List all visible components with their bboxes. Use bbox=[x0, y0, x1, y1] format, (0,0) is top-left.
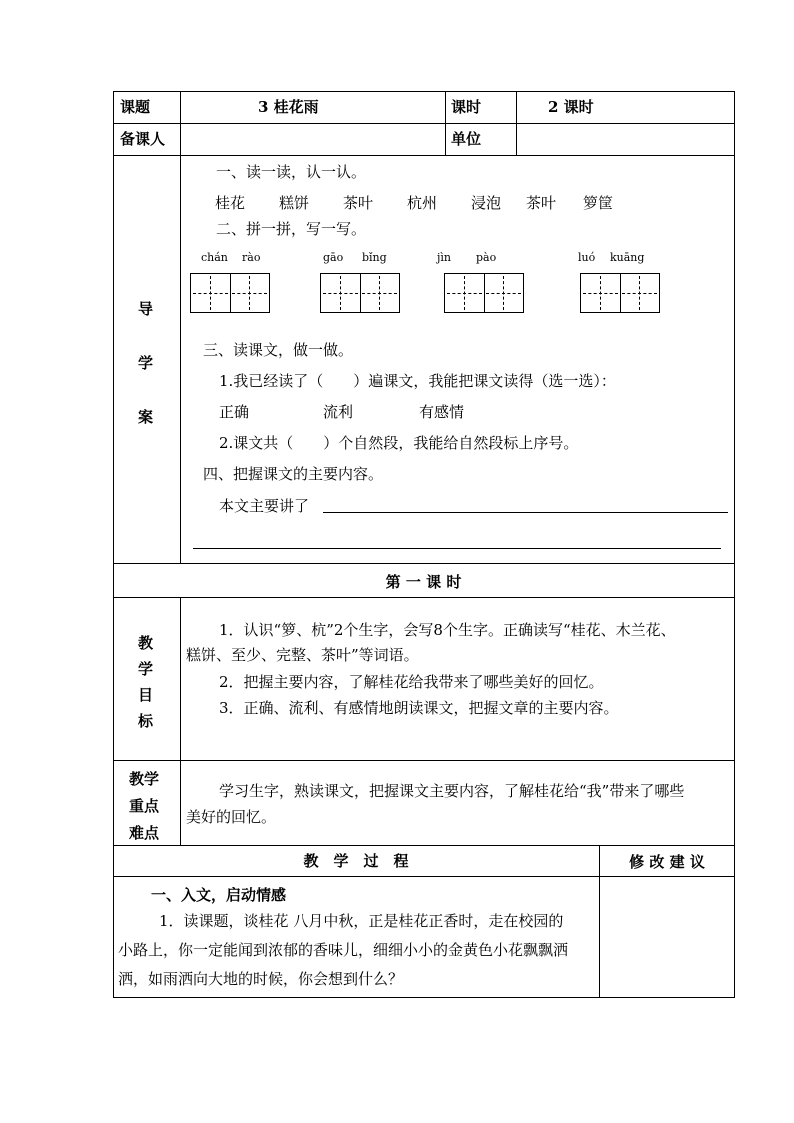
col-divider bbox=[516, 91, 517, 156]
part1-title: 一、入文，启动情感 bbox=[151, 886, 287, 904]
row-divider bbox=[113, 563, 735, 564]
table-border-top bbox=[113, 91, 735, 92]
keypoints-label: 难点 bbox=[129, 824, 160, 842]
process-header: 教 学 过 程 bbox=[303, 852, 409, 870]
topic-label: 课题 bbox=[120, 98, 151, 116]
topic-value: 3 桂花雨 bbox=[258, 98, 319, 116]
pinyin-syllable: chán bbox=[201, 251, 228, 264]
row-divider bbox=[113, 123, 735, 124]
writing-grid[interactable] bbox=[190, 273, 270, 313]
unit-label: 单位 bbox=[451, 130, 482, 148]
answer-line[interactable] bbox=[323, 512, 728, 513]
part1-line3: 洒，如雨洒向大地的时候，你会想到什么？ bbox=[118, 970, 404, 988]
part1-line1: 1．读课题，谈桂花 八月中秋，正是桂花正香时，走在校园的 bbox=[159, 912, 564, 930]
pinyin-syllable: kuāng bbox=[610, 251, 645, 264]
lesson-title: 第 一 课 时 bbox=[385, 573, 462, 591]
pinyin-syllable: pào bbox=[476, 251, 497, 264]
row-divider bbox=[113, 845, 735, 846]
keypoints-line2: 美好的回忆。 bbox=[186, 808, 277, 826]
section1-title: 一、读一读，认一认。 bbox=[216, 163, 367, 181]
word-item: 糕饼 bbox=[279, 194, 310, 212]
word-item: 浸泡 bbox=[471, 194, 502, 212]
preparer-label: 备课人 bbox=[120, 130, 166, 148]
period-value: 2 课时 bbox=[548, 98, 594, 116]
question-1: 1.我已经读了（ ）遍课文，我能把课文读得（选一选）： bbox=[219, 372, 616, 390]
writing-grid[interactable] bbox=[580, 273, 660, 313]
section3-title: 三、读课文，做一做。 bbox=[203, 341, 354, 359]
table-border-bottom bbox=[113, 997, 735, 998]
goal-item-1-line1: 1．认识“箩、杭”2个生字，会写8个生字。正确读写“桂花、木兰花、 bbox=[219, 621, 676, 639]
row-divider bbox=[113, 155, 735, 156]
col-divider bbox=[445, 91, 446, 156]
goals-label-char: 目 bbox=[138, 686, 154, 704]
pinyin-syllable: bǐng bbox=[362, 251, 387, 264]
goals-label-char: 标 bbox=[138, 712, 154, 730]
word-item: 箩筐 bbox=[583, 194, 614, 212]
pinyin-syllable: luó bbox=[578, 251, 596, 264]
period-label: 课时 bbox=[451, 98, 482, 116]
row-divider bbox=[113, 760, 735, 761]
goals-label-char: 学 bbox=[138, 660, 154, 678]
option-item: 流利 bbox=[323, 403, 354, 421]
keypoints-label: 重点 bbox=[129, 797, 160, 815]
row-divider bbox=[113, 876, 735, 877]
pinyin-syllable: rào bbox=[242, 251, 261, 264]
summary-prompt: 本文主要讲了 bbox=[219, 497, 310, 515]
goals-label-char: 教 bbox=[138, 634, 154, 652]
answer-line[interactable] bbox=[193, 548, 721, 549]
part1-line2: 小路上，你一定能闻到浓郁的香味儿，细细小小的金黄色小花飘飘洒 bbox=[118, 941, 569, 959]
goal-item-2: 2．把握主要内容，了解桂花给我带来了哪些美好的回忆。 bbox=[219, 673, 604, 691]
option-item: 正确 bbox=[219, 403, 250, 421]
guide-label-char: 学 bbox=[138, 354, 154, 372]
guide-label-char: 导 bbox=[138, 300, 154, 318]
col-divider bbox=[180, 597, 181, 846]
word-item: 茶叶 bbox=[526, 194, 557, 212]
keypoints-line1: 学习生字，熟读课文，把握课文主要内容，了解桂花给“我”带来了哪些 bbox=[219, 782, 685, 800]
question-2: 2.课文共（ ）个自然段，我能给自然段标上序号。 bbox=[219, 434, 579, 452]
section2-title: 二、拼一拼，写一写。 bbox=[216, 220, 367, 238]
goal-item-1-line2: 糕饼、至少、完整、茶叶”等词语。 bbox=[186, 646, 419, 664]
word-item: 桂花 bbox=[215, 194, 246, 212]
table-border-right bbox=[734, 91, 735, 998]
col-divider bbox=[180, 91, 181, 564]
writing-grid[interactable] bbox=[444, 273, 524, 313]
keypoints-label: 教学 bbox=[129, 770, 160, 788]
guide-label-char: 案 bbox=[138, 408, 154, 426]
pinyin-syllable: jìn bbox=[437, 251, 452, 264]
goal-item-3: 3．正确、流利、有感情地朗读课文，把握文章的主要内容。 bbox=[219, 699, 619, 717]
word-item: 杭州 bbox=[407, 194, 438, 212]
writing-grid[interactable] bbox=[320, 273, 400, 313]
option-item: 有感情 bbox=[419, 403, 465, 421]
pinyin-syllable: gāo bbox=[323, 251, 344, 264]
word-item: 茶叶 bbox=[343, 194, 374, 212]
row-divider bbox=[113, 597, 735, 598]
revise-header: 修 改 建 议 bbox=[629, 853, 705, 871]
section4-title: 四、把握课文的主要内容。 bbox=[203, 465, 384, 483]
